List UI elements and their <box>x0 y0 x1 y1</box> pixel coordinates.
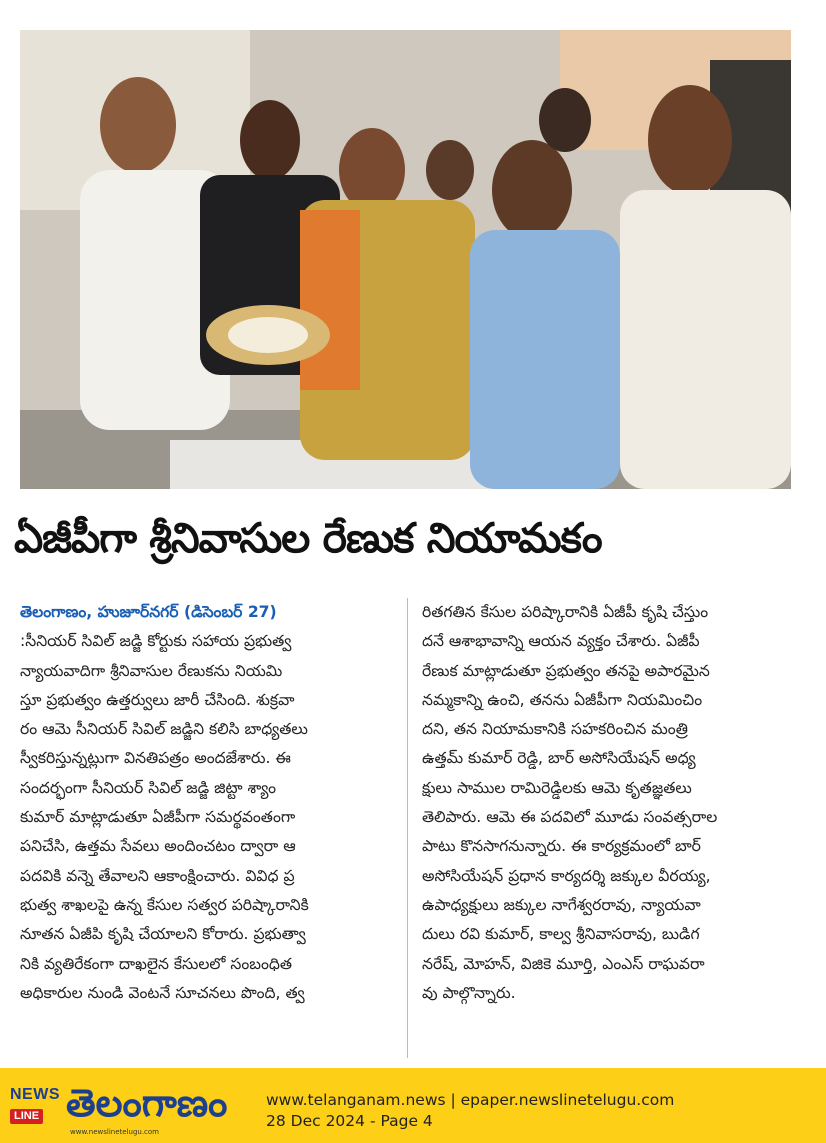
article-line: నరేష్, మోహన్, విజికె మూర్తి, ఎంఎస్ రాఘవరా <box>422 954 705 973</box>
footer-date-page: 28 Dec 2024 - Page 4 <box>266 1112 433 1130</box>
article-line: క్షులు సాముల రామిరెడ్డిలకు ఆమె కృతజ్ఞతలు <box>422 778 692 797</box>
article-line: కుమార్ మాట్లాడుతూ ఏజీపీగా సమర్థవంతంగా <box>20 808 296 827</box>
article-line: రితగతిన కేసుల పరిష్కారానికి ఏజీపీ కృషి చేస్తుం <box>422 603 709 621</box>
logo-line-text: LINE <box>10 1109 43 1124</box>
article-line: :సీనియర్ సివిల్ జడ్జి కోర్టుకు సహాయ ప్రభుత్వ <box>20 632 292 651</box>
footer-links: www.telanganam.news | epaper.newslinetelugu.com <box>266 1091 675 1109</box>
article-line: రం ఆమె సీనియర్ సివిల్ జడ్జిని కలిసి బాధ్యతలు <box>20 720 308 739</box>
article-line: దని, తన నియామకానికి సహకరించిన మంత్రి <box>422 720 688 739</box>
article-line: దనే ఆశాభావాన్ని ఆయన వ్యక్తం చేశారు. ఏజీపీ <box>422 632 700 651</box>
logo-url: www.newslinetelugu.com <box>70 1128 159 1136</box>
article-line: స్వీకరిస్తున్నట్లుగా వినతిపత్రం అందజేశారు. ఈ <box>20 749 291 768</box>
article-line: దులు రవి కుమార్, కాల్వ శ్రీనివాసరావు, బుడిగ <box>422 925 700 944</box>
newsline-logo <box>10 1086 64 1128</box>
article-line: తెలిపారు. ఆమె ఈ పదవిలో మూడు సంవత్సరాల <box>422 808 718 827</box>
article-line: పాటు కొనసాగనున్నారు. ఈ కార్యక్రమంలో బార్ <box>422 837 701 856</box>
footer-info <box>266 1090 674 1132</box>
footer-bar <box>0 1068 826 1143</box>
article-line: నూతన ఏజీపి కృషి చేయాలని కోరారు. ప్రభుత్వా <box>20 925 306 944</box>
article-line: న్యాయవాదిగా శ్రీనివాసుల రేణుకను నియమి <box>20 661 283 680</box>
article-line: పదవికి వన్నె తేవాలని ఆకాంక్షించారు. వివిధ ప్ర <box>20 866 295 885</box>
article-line: అసోసియేషన్ ప్రధాన కార్యదర్శి జక్కుల వీరయ్య, <box>422 866 711 885</box>
article-line: ఉత్తమ్ కుమార్ రెడ్డి, బార్ అసోసియేషన్ అధ్య <box>422 749 696 768</box>
article-line: సందర్భంగా సీనియర్ సివిల్ జడ్జి జిట్టా శ్యాం <box>20 778 276 797</box>
article-line: నికి వ్యతిరేకంగా దాఖలైన కేసులలో సంబంధిత <box>20 954 292 973</box>
news-photo <box>20 30 791 489</box>
article-line: నమ్మకాన్ని ఉంచి, తనను ఏజీపీగా నియమించిం <box>422 690 703 709</box>
dateline: తెలంగాణం, హుజూర్‌నగర్ (డిసెంబర్ 27) <box>20 603 277 621</box>
article-line: పనిచేసి, ఉత్తమ సేవలు అందించటం ద్వారా ఆ <box>20 837 296 856</box>
column-divider <box>407 598 408 1058</box>
telanganam-logo: తెలంగాణం <box>66 1081 228 1125</box>
article-line: ఉపాధ్యక్షులు జక్కుల నాగేశ్వరరావు, న్యాయవా <box>422 895 701 914</box>
article-line: వు పాల్గొన్నారు. <box>422 983 516 1002</box>
headline: ఏజీపీగా శ్రీనివాసుల రేణుక నియామకం <box>14 514 602 562</box>
logo-news-text: NEWS <box>10 1086 60 1103</box>
article-line: భుత్వ శాఖలపై ఉన్న కేసుల సత్వర పరిష్కారానికి <box>20 895 309 914</box>
article-line: అధికారుల నుండి వెంటనే సూచనలు పొంది, త్వ <box>20 983 305 1002</box>
article-column-left <box>20 598 393 1058</box>
article-line: స్తూ ప్రభుత్వం ఉత్తర్వులు జారీ చేసింది. శుక్రవా <box>20 690 295 709</box>
article-column-right <box>422 598 790 1058</box>
article-line: రేణుక మాట్లాడుతూ ప్రభుత్వం తనపై అపారమైన <box>422 661 710 680</box>
